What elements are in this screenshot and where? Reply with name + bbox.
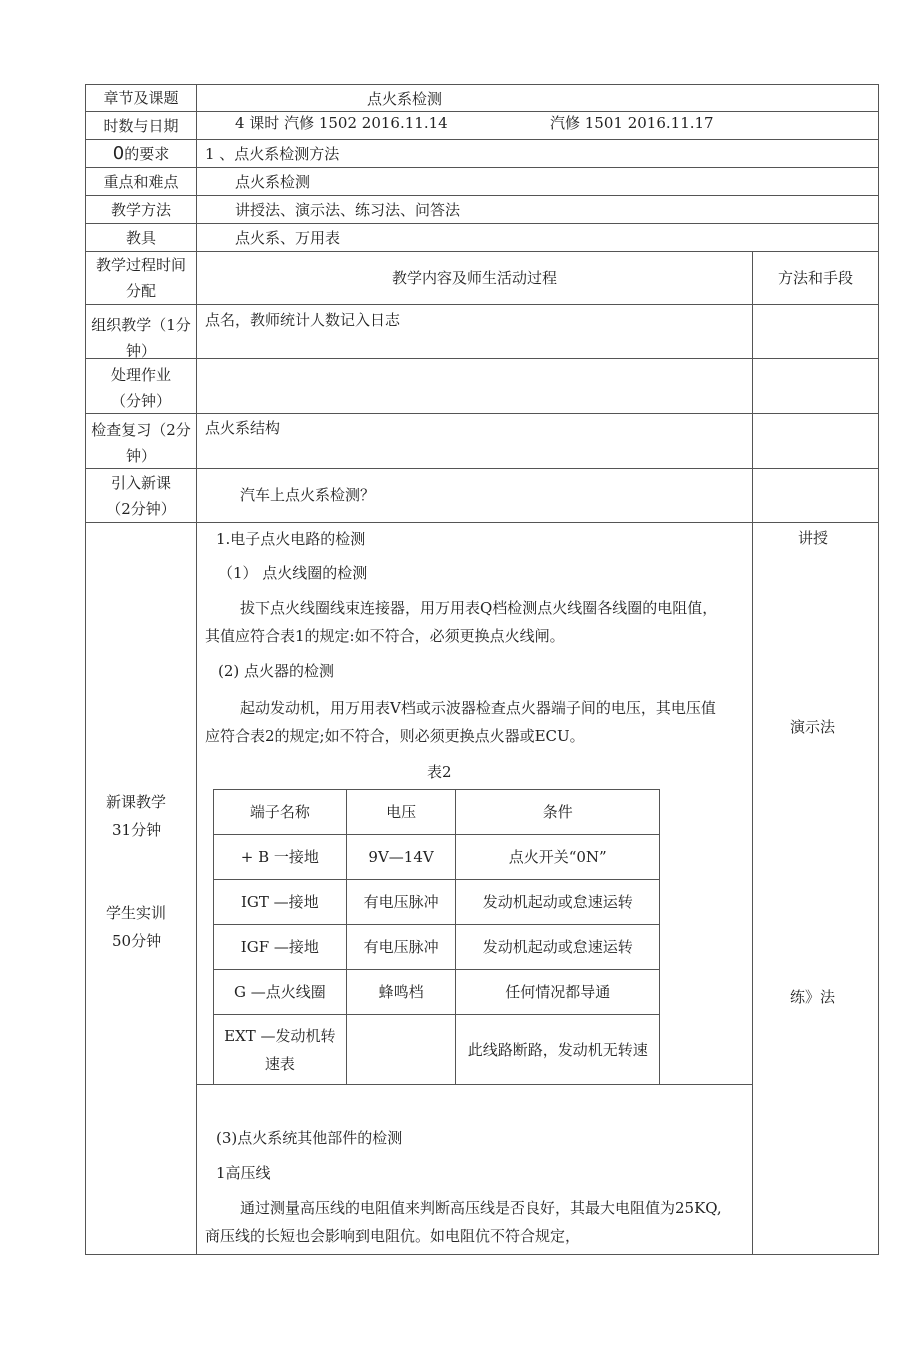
row-label-key-points: 重点和难点 bbox=[103, 172, 179, 191]
hours-date-value: 4 课时 汽修 1502 2016.11.14 bbox=[235, 114, 448, 132]
row-label-chapter: 章节及课题 bbox=[103, 89, 179, 107]
paragraph-high-voltage-wire: 通过测量高压线的电阻值来判断高压线是否良好，其最大电阻值为25KQ,商压线的长短也会影响到电阻伉。如电阻伉不符合规定， bbox=[205, 1199, 722, 1245]
section-heading-circuit-check: 1.电子点火电路的检测 bbox=[216, 530, 366, 548]
subsection-ignition-coil: （1） 点火线圈的检测 bbox=[218, 564, 368, 582]
table-cell: 发动机起动或怠速运转 bbox=[456, 925, 660, 970]
method-lecture: 讲授 bbox=[798, 529, 829, 547]
method-demo: 演示法 bbox=[790, 718, 836, 736]
row-label-teaching-method: 教学方法 bbox=[110, 200, 171, 219]
table-cell: 此线路断路，发动机无转速 bbox=[456, 1015, 660, 1085]
teaching-aids-value: 点火系、万用表 bbox=[235, 229, 341, 247]
table-cell: 发动机起动或怠速运转 bbox=[456, 880, 660, 925]
main-stage-new-lesson-time: 31分钟 bbox=[112, 821, 162, 839]
item-high-voltage-wire: 1高压线 bbox=[216, 1164, 271, 1182]
table-cell: 有电压脉冲 bbox=[346, 925, 456, 970]
main-stage-practice-time: 50分钟 bbox=[112, 932, 162, 950]
table-cell: 任何情况都导通 bbox=[456, 970, 660, 1015]
table-row bbox=[214, 1015, 660, 1085]
table-cell: + B 一接地 bbox=[214, 835, 347, 880]
paragraph-ignition-coil: 拔下点火线圈线束连接器，用万用表Q档检测点火线圈各线圈的电阻值，其值应符合表1的规定:如不符合，必须更换点火线闸。 bbox=[205, 599, 718, 645]
stage-label-homework: 处理作业（分钟） bbox=[110, 366, 171, 410]
column-header-content: 教学内容及师生活动过程 bbox=[391, 269, 557, 287]
stage-content-review: 点火系结构 bbox=[205, 419, 281, 437]
terminal-voltage-table bbox=[213, 789, 660, 1085]
teaching-method-value: 讲授法、演示法、练习法、问答法 bbox=[235, 201, 461, 219]
table-row bbox=[214, 880, 660, 925]
main-stage-new-lesson: 新课教学 bbox=[106, 793, 167, 811]
subsection-other-parts: (3)点火系统其他部件的检测 bbox=[216, 1129, 403, 1147]
table-cell: 点火开关“0N” bbox=[456, 835, 660, 880]
table-row bbox=[214, 835, 660, 880]
table-row bbox=[214, 925, 660, 970]
requirements-value: 1 、点火系检测方法 bbox=[205, 145, 340, 163]
row-label-hours-date: 时数与日期 bbox=[103, 116, 179, 135]
table-header-condition: 条件 bbox=[456, 790, 660, 835]
table-cell: IGF —接地 bbox=[214, 925, 347, 970]
requirements-label-rest: 的要求 bbox=[124, 144, 170, 163]
stage-label-intro: 引入新课（2分钟） bbox=[106, 474, 176, 518]
row-label-requirements bbox=[86, 140, 196, 167]
requirements-bold-char: 0 bbox=[112, 142, 125, 164]
table-cell: 蜂鸣档 bbox=[346, 970, 456, 1015]
table-cell: G —点火线圈 bbox=[214, 970, 347, 1015]
course-title: 点火系检测 bbox=[367, 90, 443, 108]
column-header-process: 教学过程时间分配 bbox=[95, 256, 186, 300]
hours-date-value-2: 汽修 1501 2016.11.17 bbox=[550, 114, 714, 132]
paragraph-igniter: 起动发动机，用万用表V档或示波器检查点火器端子间的电压，其电压值应符合表2的规定;如不符合，则必须更换点火器或ECU。 bbox=[205, 699, 716, 745]
table-caption: 表2 bbox=[427, 763, 452, 781]
main-stage-practice: 学生实训 bbox=[106, 904, 167, 922]
stage-content-intro: 汽车上点火系检测？ bbox=[240, 486, 376, 504]
column-header-method: 方法和手段 bbox=[777, 269, 853, 287]
method-practice: 练》法 bbox=[790, 988, 836, 1006]
stage-label-review: 检查复习（2分钟） bbox=[91, 421, 191, 465]
table-cell: EXT —发动机转速表 bbox=[214, 1015, 347, 1085]
table-cell: IGT —接地 bbox=[214, 880, 347, 925]
key-points-value: 点火系检测 bbox=[235, 173, 311, 191]
table-cell: 有电压脉冲 bbox=[346, 880, 456, 925]
table-cell bbox=[346, 1015, 456, 1085]
subsection-igniter: (2) 点火器的检测 bbox=[218, 662, 335, 680]
stage-label-organize: 组织教学（1分钟） bbox=[91, 316, 191, 358]
table-cell: 9V—14V bbox=[346, 835, 456, 880]
row-label-teaching-aids: 教具 bbox=[125, 228, 156, 247]
table-header-terminal: 端子名称 bbox=[214, 790, 347, 835]
table-row bbox=[214, 970, 660, 1015]
stage-content-organize: 点名，教师统计人数记入日志 bbox=[205, 311, 401, 329]
table-header-voltage: 电压 bbox=[346, 790, 456, 835]
